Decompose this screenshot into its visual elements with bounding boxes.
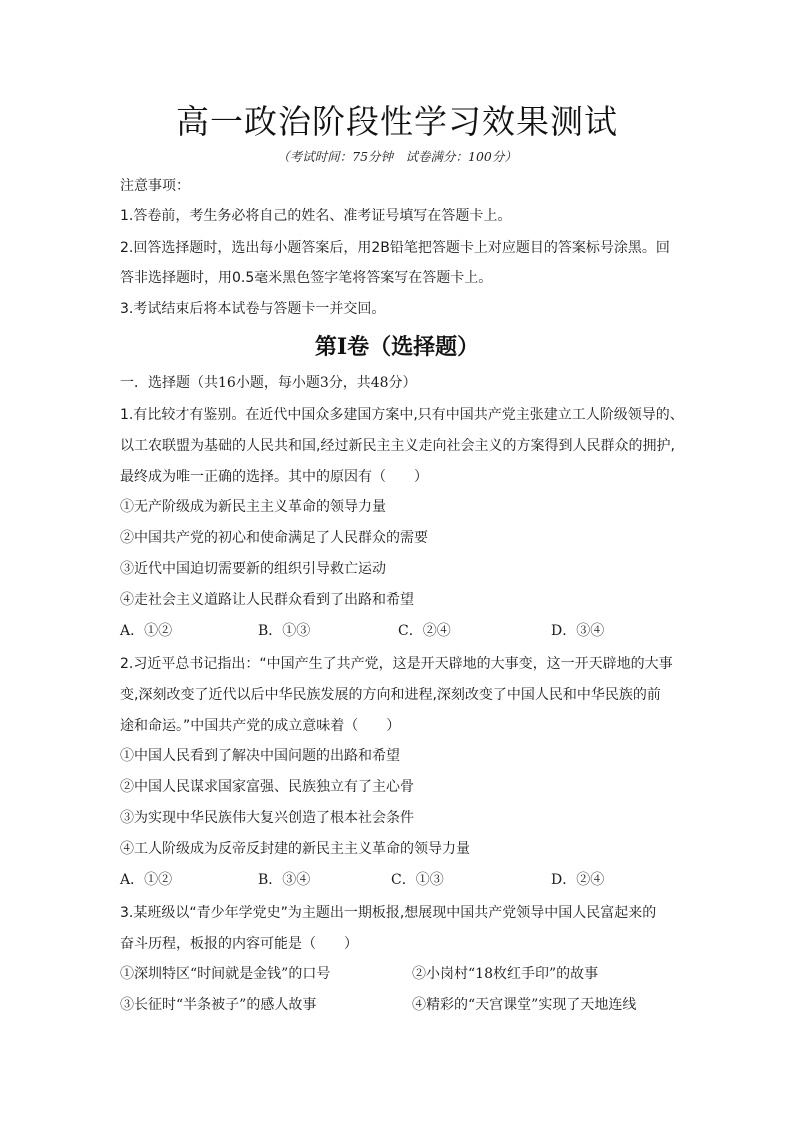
question-item: ④精彩的“天宫课堂”实现了天地连线 bbox=[412, 997, 637, 1013]
question-stem: 1.有比较才有鉴别。在近代中国众多建国方案中,只有中国共产党主张建立工人阶级领导的、 bbox=[120, 407, 684, 423]
option-b: B．③④ bbox=[258, 872, 311, 888]
note-line: 答非选择题时，用0.5毫米黑色签字笔将答案写在答题卡上。 bbox=[120, 270, 493, 286]
note-line: 2.回答选择题时，选出每小题答案后，用2B铅笔把答题卡上对应题目的答案标号涂黑。回 bbox=[120, 240, 670, 256]
question-item: ④走社会主义道路让人民群众看到了出路和希望 bbox=[120, 592, 414, 608]
question-item: ①中国人民看到了解决中国问题的出路和希望 bbox=[120, 748, 400, 764]
question-stem: 变,深刻改变了近代以后中华民族发展的方向和进程,深刻改变了中国人民和中华民族的前 bbox=[120, 687, 661, 703]
question-item: ①深圳特区“时间就是金钱”的口号 bbox=[120, 966, 331, 982]
note-line: 1.答卷前，考生务必将自己的姓名、准考证号填写在答题卡上。 bbox=[120, 208, 512, 224]
question-item: ④工人阶级成为反帝反封建的新民主主义革命的领导力量 bbox=[120, 841, 470, 857]
notes-heading: 注意事项： bbox=[120, 178, 190, 194]
question-item: ①无产阶级成为新民主主义革命的领导力量 bbox=[120, 499, 386, 515]
option-a: A．①② bbox=[120, 623, 173, 639]
question-item: ②中国共产党的初心和使命满足了人民群众的需要 bbox=[120, 530, 428, 546]
section-heading: 一．选择题（共16小题，每小题3分，共48分） bbox=[120, 375, 417, 391]
option-d: D．③④ bbox=[551, 623, 605, 639]
option-c: C．②④ bbox=[398, 623, 451, 639]
question-item: ③长征时“半条被子”的感人故事 bbox=[120, 997, 317, 1013]
question-stem: 2.习近平总书记指出：“中国产生了共产党，这是开天辟地的大事变，这一开天辟地的大事 bbox=[120, 656, 673, 672]
question-item: ②中国人民谋求国家富强、民族独立有了主心骨 bbox=[120, 779, 414, 795]
exam-title: 高一政治阶段性学习效果测试 bbox=[176, 102, 618, 141]
option-c: C．①③ bbox=[391, 872, 444, 888]
question-stem: 3.某班级以“青少年学党史”为主题出一期板报,想展现中国共产党领导中国人民富起来的 bbox=[120, 905, 657, 921]
question-item: ③近代中国迫切需要新的组织引导救亡运动 bbox=[120, 561, 386, 577]
question-item: ③为实现中华民族伟大复兴创造了根本社会条件 bbox=[120, 810, 414, 826]
option-a: A．①② bbox=[120, 872, 173, 888]
question-stem: 奋斗历程，板报的内容可能是（ ） bbox=[120, 936, 358, 952]
option-b: B．①③ bbox=[258, 623, 311, 639]
section-title: 第Ⅰ卷（选择题） bbox=[314, 334, 480, 360]
question-stem: 最终成为唯一正确的选择。其中的原因有（ ） bbox=[120, 469, 428, 485]
exam-subtitle: （考试时间：75分钟 试卷满分：100分） bbox=[277, 149, 517, 164]
option-d: D．②④ bbox=[551, 872, 605, 888]
note-line: 3.考试结束后将本试卷与答题卡一并交回。 bbox=[120, 301, 386, 317]
question-stem: 以工农联盟为基础的人民共和国,经过新民主主义走向社会主义的方案得到人民群众的拥护, bbox=[120, 438, 675, 454]
question-item: ②小岗村“18枚红手印”的故事 bbox=[412, 966, 599, 982]
question-stem: 途和命运。”中国共产党的成立意味着（ ） bbox=[120, 718, 401, 734]
